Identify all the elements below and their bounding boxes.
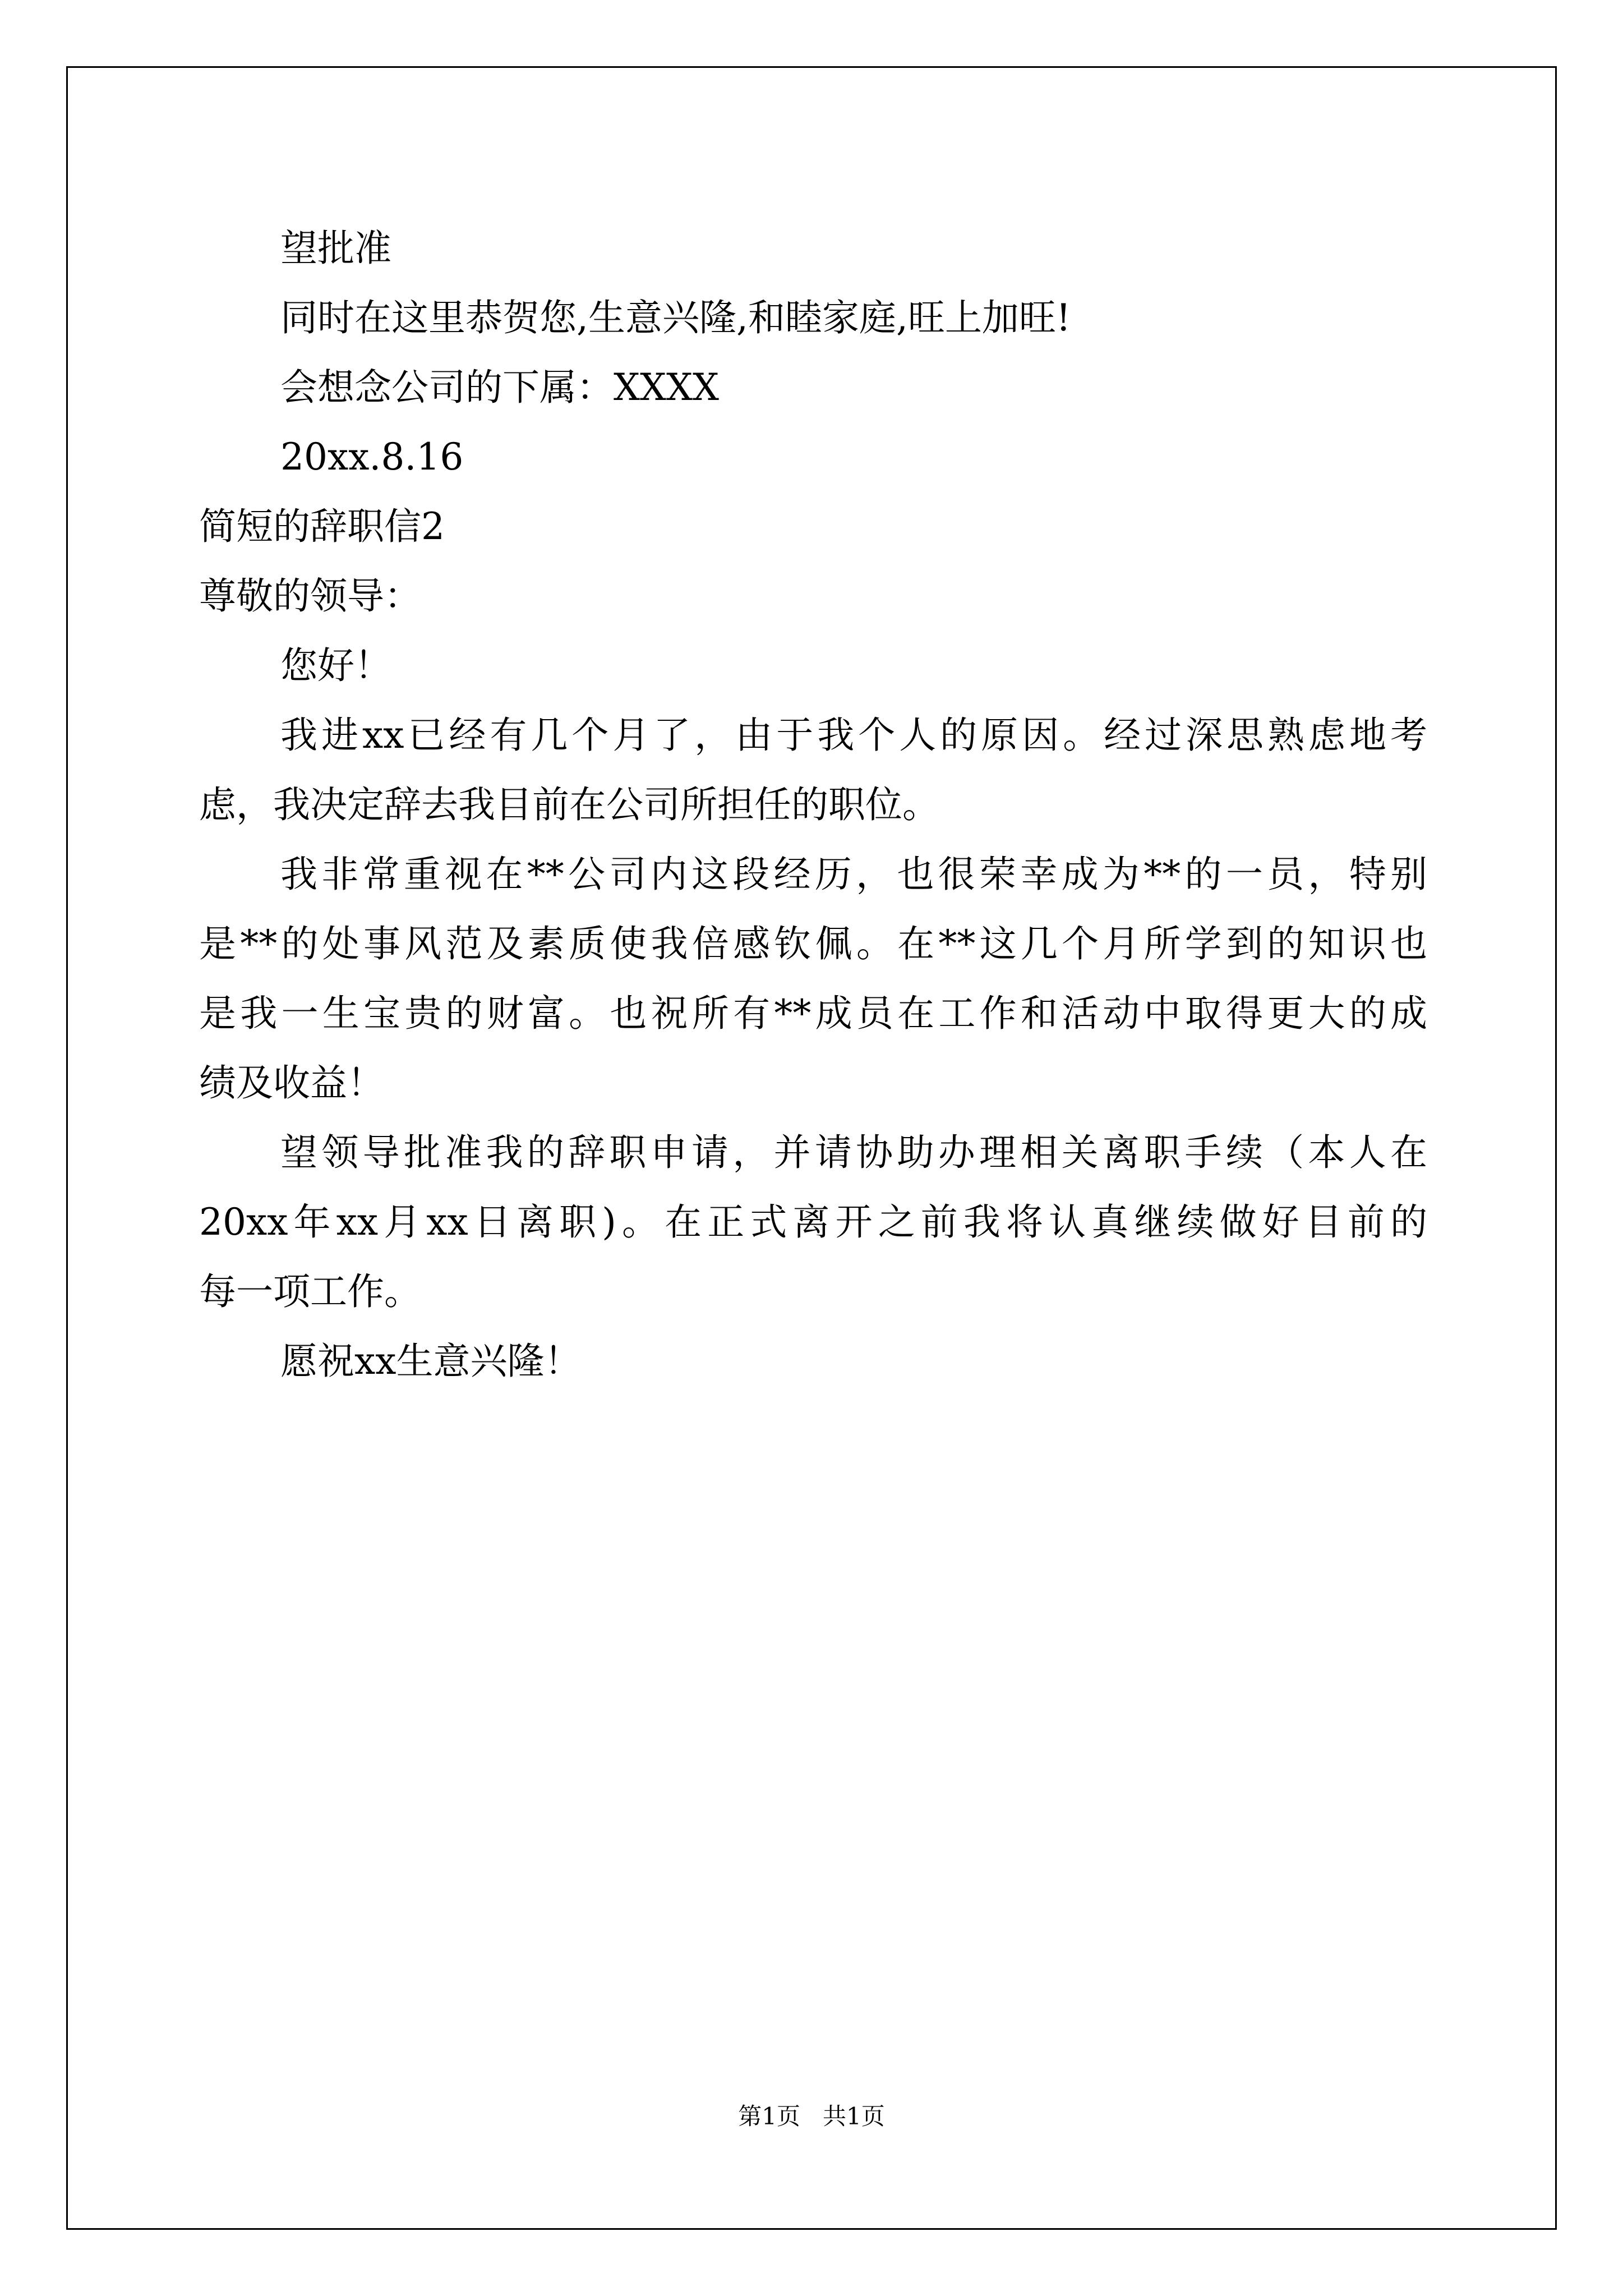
paragraph-line: 是**的处事风范及素质使我倍感钦佩。在**这几个月所学到的知识也 <box>199 922 1427 965</box>
paragraph-line: 同时在这里恭贺您,生意兴隆,和睦家庭,旺上加旺! <box>280 296 1071 339</box>
date-line: 20xx.8.16 <box>280 435 464 478</box>
closing-line: 愿祝xx生意兴隆！ <box>280 1340 582 1383</box>
salutation: 尊敬的领导： <box>199 574 421 618</box>
section-heading: 简短的辞职信2 <box>199 505 445 548</box>
paragraph-line: 每一项工作。 <box>199 1270 421 1313</box>
paragraph-line: 绩及收益！ <box>199 1061 384 1105</box>
paragraph-line: 虑，我决定辞去我目前在公司所担任的职位。 <box>199 783 939 826</box>
paragraph-line: 20xx年xx月xx日离职)。在正式离开之前我将认真继续做好目前的 <box>199 1200 1427 1244</box>
paragraph-line: 望领导批准我的辞职申请，并请协助办理相关离职手续（本人在 <box>280 1131 1427 1174</box>
greeting: 您好！ <box>280 644 391 687</box>
paragraph-line: 我非常重视在**公司内这段经历，也很荣幸成为**的一员，特别 <box>280 853 1427 896</box>
paragraph-line: 是我一生宝贵的财富。也祝所有**成员在工作和活动中取得更大的成 <box>199 992 1427 1035</box>
paragraph-line: 望批准 <box>280 227 391 270</box>
signature-line: 会想念公司的下属：XXXX <box>280 366 719 409</box>
page-number: 第1页 共1页 <box>738 2102 885 2130</box>
paragraph-line: 我进xx已经有几个月了，由于我个人的原因。经过深思熟虑地考 <box>280 714 1427 757</box>
